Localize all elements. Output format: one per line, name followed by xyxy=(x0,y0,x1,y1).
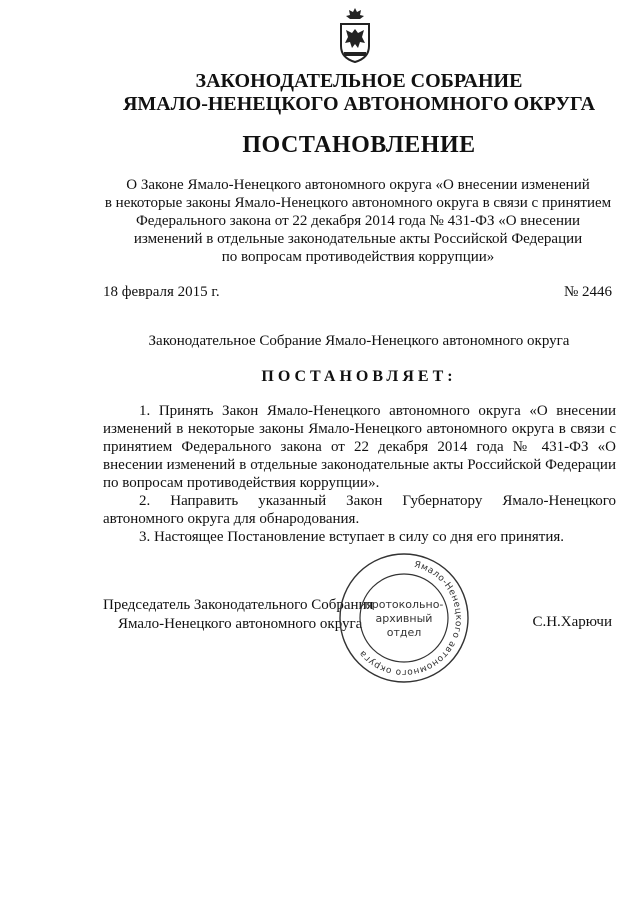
document-type-title: ПОСТАНОВЛЕНИЕ xyxy=(242,132,476,158)
subject-line: изменений в отдельные законодательные акты Российской Федерации xyxy=(133,231,583,247)
subject-line: О Законе Ямало-Ненецкого автономного округа «О внесении изменений xyxy=(126,177,590,193)
stamp-center-line-3: отдел xyxy=(386,626,422,639)
assembly-statement: Законодательное Собрание Ямало-Ненецкого автономного округа xyxy=(148,333,570,349)
document-number: № 2446 xyxy=(563,284,612,300)
subject-line: в некоторые законы Ямало-Ненецкого автономного округа в связи с принятием xyxy=(104,195,612,211)
stamp-center-line-2: архивный xyxy=(375,612,433,625)
archive-stamp xyxy=(336,550,472,686)
subject-line: Федерального закона от 22 декабря 2014 года № 431-ФЗ «О внесении xyxy=(135,213,581,229)
signatory-name: С.Н.Харючи xyxy=(532,614,612,630)
resolves-heading: ПОСТАНОВЛЯЕТ: xyxy=(261,368,457,385)
document-subject xyxy=(90,176,626,266)
organization-name-line-1: ЗАКОНОДАТЕЛЬНОЕ СОБРАНИЕ xyxy=(195,70,523,92)
signatory-title-line-1: Председатель Законодательного Собрания xyxy=(103,597,374,613)
resolution-paragraph-3: 3. Настоящее Постановление вступает в силу со дня его принятия. xyxy=(139,529,565,545)
signatory-title-line-2: Ямало-Ненецкого автономного округа xyxy=(118,616,363,632)
organization-name-line-2: ЯМАЛО-НЕНЕЦКОГО АВТОНОМНОГО ОКРУГА xyxy=(122,93,596,115)
stamp-ring-text: Ямало-Ненецкого автономного округа xyxy=(357,560,464,678)
document-date: 18 февраля 2015 г. xyxy=(103,284,220,300)
resolution-paragraph-1: 1. Принять Закон Ямало-Ненецкого автономного округа «О внесении изменений в некоторые законы Ямало-Ненецкого автономного округа в связи с принятием Федерального закона от 22 декабря 2014 года № 431-ФЗ «О внесении изменений в отдельные законодательные акты Российской Федерации по вопросам противодействия коррупции». xyxy=(103,403,616,491)
subject-line: по вопросам противодействия коррупции» xyxy=(221,249,495,265)
resolution-paragraph-2: 2. Направить указанный Закон Губернатору Ямало-Ненецкого автономного округа для обнародования. xyxy=(103,493,616,527)
coat-of-arms-emblem xyxy=(336,6,374,64)
stamp-center-line-1: протокольно- xyxy=(364,598,444,611)
